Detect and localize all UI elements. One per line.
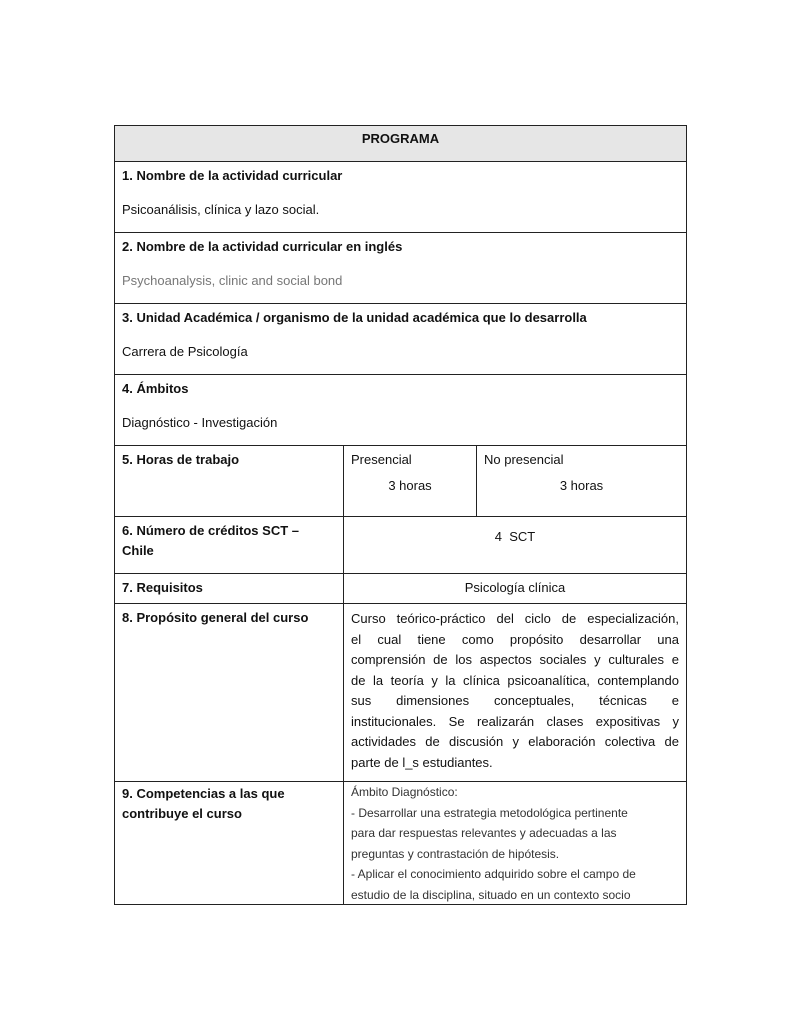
purpose-line: de la teoría y la clínica psicoanalítica, contemplando [351, 672, 679, 688]
section-7-label: 7. Requisitos [114, 573, 344, 604]
section-4 [114, 374, 687, 446]
competency-line: - Desarrollar una estrategia metodológica pertinente [351, 805, 628, 820]
competency-line: estudio de la disciplina, situado en un contexto socio [351, 887, 631, 902]
purpose-line: actividades de discusión y elaboración colectiva de [351, 734, 679, 749]
purpose-line: Curso teórico-práctico del ciclo de especialización, [351, 611, 679, 626]
competency-line: para dar respuestas relevantes y adecuadas a las [351, 826, 617, 840]
section-6-value: 4 SCT [343, 516, 687, 574]
competency-line: - Aplicar el conocimiento adquirido sobre el campo de [351, 867, 636, 881]
no-presencial-value: 3 horas [559, 478, 604, 493]
section-5-label: 5. Horas de trabajo [114, 445, 344, 517]
section-9-label-line: 9. Competencias a las que [122, 786, 285, 801]
section-7-value: Psicología clínica [343, 573, 687, 604]
section-2-label: 2. Nombre de la actividad curricular en inglés [122, 239, 403, 254]
section-9-label [114, 781, 344, 905]
purpose-line: el cual tiene como propósito desarrollar una [351, 631, 679, 647]
section-6-label-line: 6. Número de créditos SCT – [122, 523, 299, 538]
section-1-value: Psicoanálisis, clínica y lazo social. [122, 202, 320, 217]
no-presencial-cell [476, 445, 687, 517]
section-3-value: Carrera de Psicología [122, 344, 248, 359]
section-9-label-line: contribuye el curso [122, 806, 242, 821]
purpose-line: comprensión de los aspectos sociales y culturales e [351, 652, 679, 667]
purpose-line: parte de l_s estudiantes. [351, 754, 493, 770]
section-2 [114, 232, 687, 304]
table-header: PROGRAMA [114, 125, 687, 162]
section-6-label-line: Chile [122, 543, 154, 558]
section-4-label: 4. Ámbitos [122, 381, 189, 396]
presencial-cell [343, 445, 477, 517]
purpose-line: institucionales. Se realizarán clases expositivas y [351, 713, 679, 729]
section-3 [114, 303, 687, 375]
section-1 [114, 161, 687, 233]
section-9-value [343, 781, 687, 905]
section-4-value: Diagnóstico - Investigación [122, 415, 278, 430]
no-presencial-label: No presencial [484, 452, 564, 467]
section-6-label [114, 516, 344, 574]
section-8-label: 8. Propósito general del curso [114, 603, 344, 782]
section-8-value [343, 603, 687, 782]
presencial-value: 3 horas [388, 478, 432, 493]
purpose-line: sus dimensiones conceptuales, técnicas e [351, 693, 679, 708]
competency-line: preguntas y contrastación de hipótesis. [351, 846, 560, 861]
section-2-value: Psychoanalysis, clinic and social bond [122, 273, 343, 288]
presencial-label: Presencial [351, 452, 412, 467]
section-3-label: 3. Unidad Académica / organismo de la unidad académica que lo desarrolla [122, 310, 587, 325]
section-1-label: 1. Nombre de la actividad curricular [122, 168, 343, 183]
competency-line: Ámbito Diagnóstico: [351, 785, 458, 799]
